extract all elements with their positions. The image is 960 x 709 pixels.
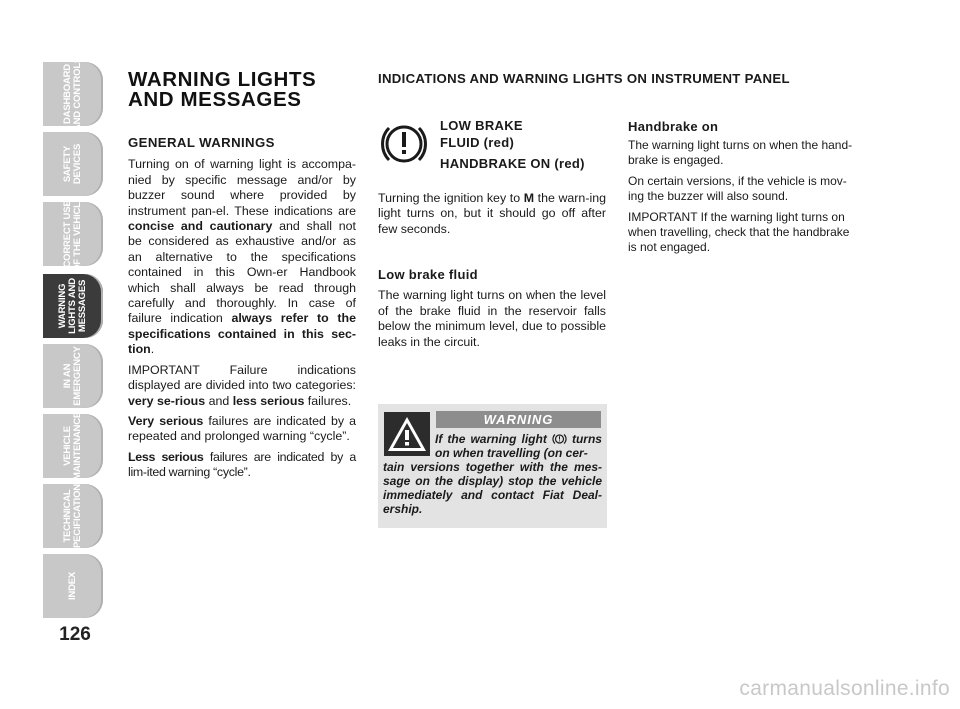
tab-dashboard[interactable]	[43, 56, 103, 132]
paragraph	[128, 157, 356, 357]
subheading: Low brake fluid	[378, 267, 478, 282]
key-position: M	[523, 191, 535, 205]
tab-safety[interactable]	[43, 132, 103, 196]
text: and	[205, 393, 233, 408]
page-title	[128, 70, 368, 110]
tab-label: SAFETY DEVICES	[62, 143, 83, 185]
text: and shall not be considered as exhaustive and/or as an alternative to the specifications contained in this Own-er Handbook which shall always be read through carefully and thoroughly. In case of failure indication	[128, 219, 356, 326]
paragraph: On certain versions, if the vehicle is mov-ing the buzzer will also sound.	[628, 174, 847, 203]
text: tain versions together with the mes-sage on the display) stop the vehicle immediately and contact Fiat Deal-ership.	[383, 460, 602, 516]
brake-warning-icon	[552, 433, 567, 445]
text: IMPORTANT Failure indications displayed are divided into two categories:	[128, 362, 356, 393]
text: If the warning light	[435, 432, 547, 446]
tab-label: WARNING LIGHTS AND MESSAGES	[57, 278, 88, 334]
section-header: INDICATIONS AND WARNING LIGHTS ON INSTRUMENT PANEL	[378, 71, 790, 86]
tab-index[interactable]	[43, 554, 103, 618]
lamp-label	[440, 118, 620, 173]
section-heading: GENERAL WARNINGS	[128, 135, 275, 150]
text: the warn-ing light turns on, but it should go off after few seconds.	[378, 191, 606, 236]
text-bold: Less serious	[128, 449, 204, 464]
text-bold: very se-rious	[128, 393, 206, 408]
lamp-label-line: HANDBRAKE ON (red)	[440, 156, 585, 171]
tab-label: TECHNICAL SPECIFICATIONS	[62, 477, 83, 555]
title-line-1: WARNING LIGHTS	[128, 68, 317, 91]
text: .	[150, 342, 155, 357]
ignition-section	[378, 191, 606, 242]
text-bold: Very serious	[128, 413, 204, 428]
brake-warning-icon	[377, 119, 431, 169]
tab-maintenance[interactable]	[43, 414, 103, 478]
title-line-2: AND MESSAGES	[128, 88, 302, 111]
paragraph	[378, 191, 606, 237]
page-number: 126	[59, 624, 91, 645]
text: failures are indicated by a lim-ited warning “cycle”.	[128, 449, 356, 480]
general-warnings-section	[128, 135, 356, 486]
text-bold: concise and cautionary	[128, 219, 273, 234]
warning-text	[383, 432, 602, 516]
subheading: Handbrake on	[628, 119, 719, 134]
text-bold: less serious	[232, 393, 305, 408]
text: Turning on of warning light is accompa-nied by specific message and/or by buzzer sound where provided by instrument pan-el. These indications are	[128, 157, 356, 218]
lamp-label-line: LOW BRAKE	[440, 118, 523, 133]
handbrake-section	[628, 119, 856, 261]
watermark: carmanualsonline.info	[739, 677, 950, 700]
text: Turning the ignition key to	[378, 191, 524, 205]
low-brake-section	[378, 267, 606, 355]
tab-technical[interactable]	[43, 477, 103, 555]
paragraph	[128, 363, 356, 409]
paragraph: The warning light turns on when the hand-brake is engaged.	[628, 138, 853, 167]
tab-warning-lights[interactable]	[43, 274, 103, 338]
text: failures are indicated by a repeated and prolonged warning “cycle”.	[128, 413, 356, 444]
text: failures.	[304, 393, 352, 408]
paragraph	[128, 450, 356, 481]
tab-emergency[interactable]	[43, 344, 103, 408]
text-bold: always refer to the specifications contained in this sec-tion	[128, 311, 356, 357]
paragraph: The warning light turns on when the level of the brake fluid in the reservoir falls below the minimum level, due to possible leaks in the circuit.	[378, 288, 606, 349]
tab-label: IN AN EMERGENCY	[62, 346, 83, 406]
tab-label: INDEX	[67, 571, 78, 601]
tab-label: VEHICLE MAINTENANCE	[62, 412, 83, 480]
warning-box	[378, 404, 607, 528]
text: turns on when travelling (on cer-	[435, 432, 602, 460]
warning-line	[383, 432, 602, 460]
paragraph: IMPORTANT If the warning light turns on when travelling, check that the handbrake is not engaged.	[628, 210, 850, 254]
tab-label: CORRECT USE OF THE VEHICLE	[62, 196, 83, 272]
warning-title: WARNING	[436, 411, 601, 428]
tab-correct-use[interactable]	[43, 196, 103, 272]
tab-label: DASHBOARD AND CONTROLS	[62, 56, 83, 132]
lamp-label-line: FLUID (red)	[440, 134, 515, 150]
paragraph	[128, 414, 356, 445]
